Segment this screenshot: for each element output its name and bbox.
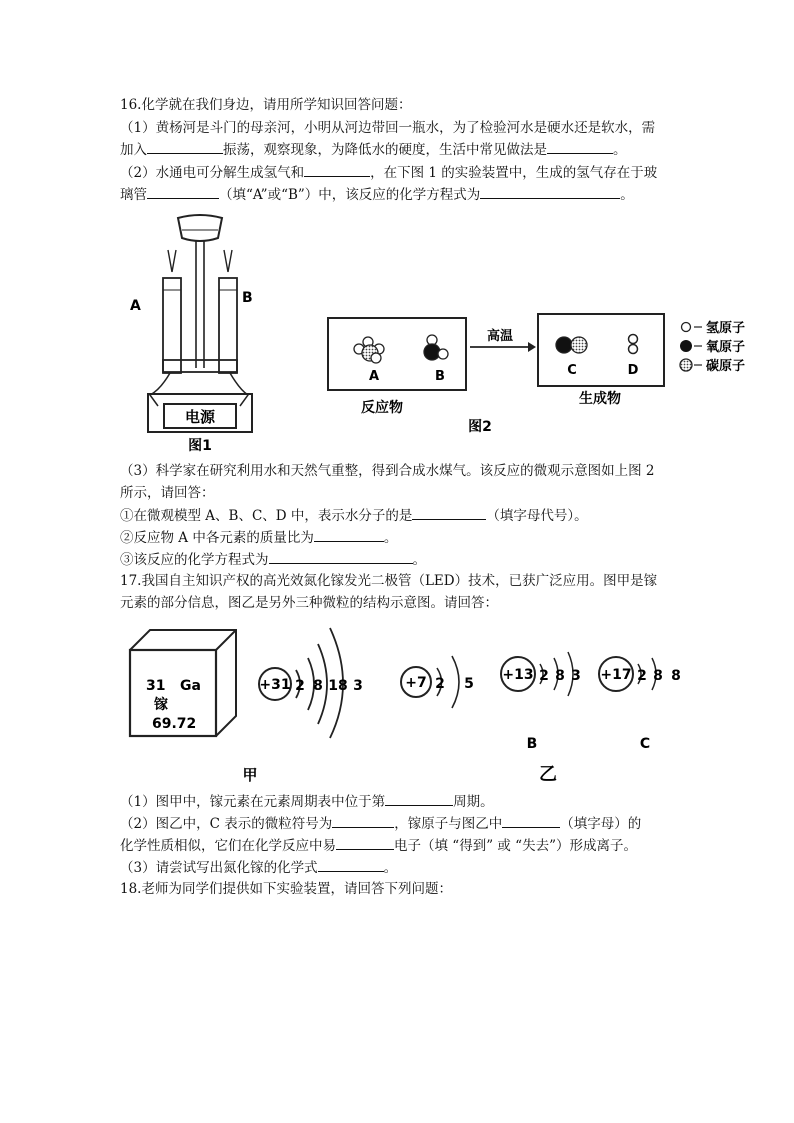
- caption-jia: 甲: [242, 766, 258, 784]
- q16-title: 16.化学就在我们身边，请用所学知识回答问题：: [120, 97, 412, 113]
- text: 璃管: [120, 187, 147, 203]
- tube-a: [163, 278, 181, 373]
- answer-blank[interactable]: [332, 813, 394, 828]
- text: （填字母代号）。: [486, 508, 588, 524]
- legend-hydrogen: 氢原子: [706, 321, 746, 336]
- text: （填字母）的: [560, 816, 642, 832]
- atom-diagram-c: [599, 657, 681, 752]
- shell-count: 18: [328, 678, 348, 694]
- q16-part3-sub3: [120, 549, 426, 570]
- figure-2-caption: 图2: [468, 419, 492, 435]
- q17-sub2-line2: [120, 835, 637, 856]
- figure-1-caption: 图1: [188, 438, 212, 454]
- element-symbol: Ga: [180, 678, 201, 694]
- figure-1-electrolysis: [120, 210, 280, 455]
- text: （1）图甲中，镓元素在元素周期表中位于第: [120, 794, 386, 810]
- reactants-label: 反应物: [361, 400, 403, 416]
- answer-blank[interactable]: [480, 184, 620, 199]
- q16-part2-line2: [120, 184, 634, 205]
- atomic-number: 31: [146, 678, 166, 694]
- answer-blank[interactable]: [147, 139, 223, 154]
- q16-part3-line2: 所示，请回答：: [120, 485, 215, 501]
- text: （2）图乙中，C 表示的微粒符号为: [120, 816, 333, 832]
- q17-sub3: [120, 857, 397, 878]
- q16-part2-line1: [120, 162, 657, 183]
- text: 。: [383, 860, 398, 876]
- text: 电子（填 “得到” 或 “失去”）形成离子。: [394, 838, 637, 854]
- tube-b: [219, 278, 237, 373]
- answer-blank[interactable]: [336, 835, 394, 850]
- text: 。: [383, 530, 398, 546]
- molecule-c: [556, 337, 587, 353]
- shell-count: 8: [653, 668, 663, 684]
- answer-blank[interactable]: [147, 184, 219, 199]
- q17-line1: 17.我国自主知识产权的高光效氮化镓发光二极管（LED）技术，已获广泛应用。图甲是镓: [120, 573, 658, 589]
- q16-part1-line1: （1）黄杨河是斗门的母亲河，小明从河边带回一瓶水，为了检验河水是硬水还是软水，需: [120, 120, 656, 136]
- q17-sub1: [120, 791, 494, 812]
- stopcock-b: [224, 250, 232, 272]
- atom-label-c: C: [639, 736, 651, 752]
- reservoir-shape: [178, 215, 222, 241]
- products-box: [538, 314, 664, 386]
- answer-blank[interactable]: [318, 857, 384, 872]
- condition-label: 高温: [486, 329, 514, 344]
- q16-part1-line2: [120, 139, 627, 160]
- shell-count: 3: [353, 678, 363, 694]
- molecule-d: [629, 335, 638, 354]
- wire: [230, 373, 248, 406]
- q16-part3-line1: （3）科学家在研究利用水和天然气重整，得到合成水煤气。该反应的微观示意图如上图 2: [120, 463, 655, 479]
- atom-label-b: B: [526, 736, 538, 752]
- text: ，镓原子与图乙中: [394, 816, 503, 832]
- label-b: B: [435, 369, 445, 384]
- text: 化学性质相似，它们在化学反应中易: [120, 838, 336, 854]
- hydrogen-legend-icon: [682, 323, 691, 332]
- shell-count: 8: [671, 668, 681, 684]
- label-a: A: [130, 298, 141, 314]
- text: 。: [412, 552, 426, 568]
- power-label: 电源: [184, 408, 216, 426]
- oxygen-legend-icon: [680, 340, 692, 352]
- figure-2-reaction-model: [320, 300, 780, 440]
- text: ①在微观模型 A、B、C、D 中，表示水分子的是: [120, 508, 413, 524]
- products-label: 生成物: [579, 391, 621, 407]
- text: 加入: [120, 142, 147, 158]
- q18-title: 18.老师为同学们提供如下实验装置，请回答下列问题：: [120, 881, 452, 897]
- shell-count: 3: [571, 668, 581, 684]
- shell-count: 2: [295, 678, 305, 694]
- nucleus: +7: [405, 675, 427, 691]
- connector: [163, 360, 237, 372]
- label-d: D: [627, 363, 639, 378]
- answer-blank[interactable]: [547, 139, 613, 154]
- molecule-b: [424, 335, 448, 360]
- text: ②反应物 A 中各元素的质量比为: [120, 530, 314, 546]
- q16-part3-sub1: [120, 505, 588, 526]
- answer-blank[interactable]: [385, 791, 453, 806]
- shell-count: 2: [637, 668, 647, 684]
- shell-count: 8: [555, 668, 565, 684]
- text: ，在下图 1 的实验装置中，生成的氢气存在于玻: [370, 165, 658, 181]
- q16-part3-sub2: [120, 527, 397, 548]
- label-a: A: [368, 369, 380, 384]
- legend-carbon: 碳原子: [706, 359, 746, 374]
- text: （3）请尝试写出氮化镓的化学式: [120, 860, 318, 876]
- answer-blank[interactable]: [269, 549, 413, 564]
- molecule-a: [354, 337, 384, 363]
- element-name: 镓: [154, 697, 168, 713]
- q17-line2: 元素的部分信息，图乙是另外三种微粒的结构示意图。请回答：: [120, 595, 498, 611]
- text: 。: [620, 187, 634, 203]
- atom-diagram-b: [501, 652, 581, 752]
- label-b: B: [242, 290, 253, 306]
- ga-atom-diagram: [259, 628, 363, 738]
- ga-nucleus: +31: [259, 677, 291, 693]
- stopcock-a: [168, 250, 176, 272]
- legend-oxygen: 氧原子: [706, 340, 746, 355]
- shell-count: 2: [435, 676, 445, 692]
- text: （填“A”或“B”）中，该反应的化学方程式为: [219, 187, 481, 203]
- answer-blank[interactable]: [502, 813, 560, 828]
- nucleus: +13: [502, 667, 534, 683]
- q17-sub2-line1: [120, 813, 641, 834]
- shell-count: 2: [539, 668, 549, 684]
- shell-count: 8: [313, 678, 323, 694]
- wire: [150, 373, 170, 406]
- carbon-legend-icon: [680, 359, 692, 371]
- text: 周期。: [453, 794, 494, 810]
- nucleus: +17: [600, 667, 632, 683]
- label-c: C: [567, 363, 577, 378]
- arrow-head: [528, 342, 536, 352]
- figure-17-atoms: [120, 618, 700, 788]
- answer-blank[interactable]: [304, 162, 370, 177]
- element-card-gallium: [130, 630, 236, 736]
- caption-yi: 乙: [539, 764, 557, 785]
- text: 。: [613, 142, 627, 158]
- text: 振荡，观察现象，为降低水的硬度，生活中常见做法是: [223, 142, 547, 158]
- text: （2）水通电可分解生成氢气和: [120, 165, 305, 181]
- answer-blank[interactable]: [412, 505, 486, 520]
- text: ③该反应的化学方程式为: [120, 552, 269, 568]
- legend: [680, 320, 745, 374]
- atomic-mass: 69.72: [152, 716, 197, 732]
- shell-count: 5: [464, 676, 474, 692]
- atom-diagram-n: [401, 656, 474, 708]
- answer-blank[interactable]: [314, 527, 384, 542]
